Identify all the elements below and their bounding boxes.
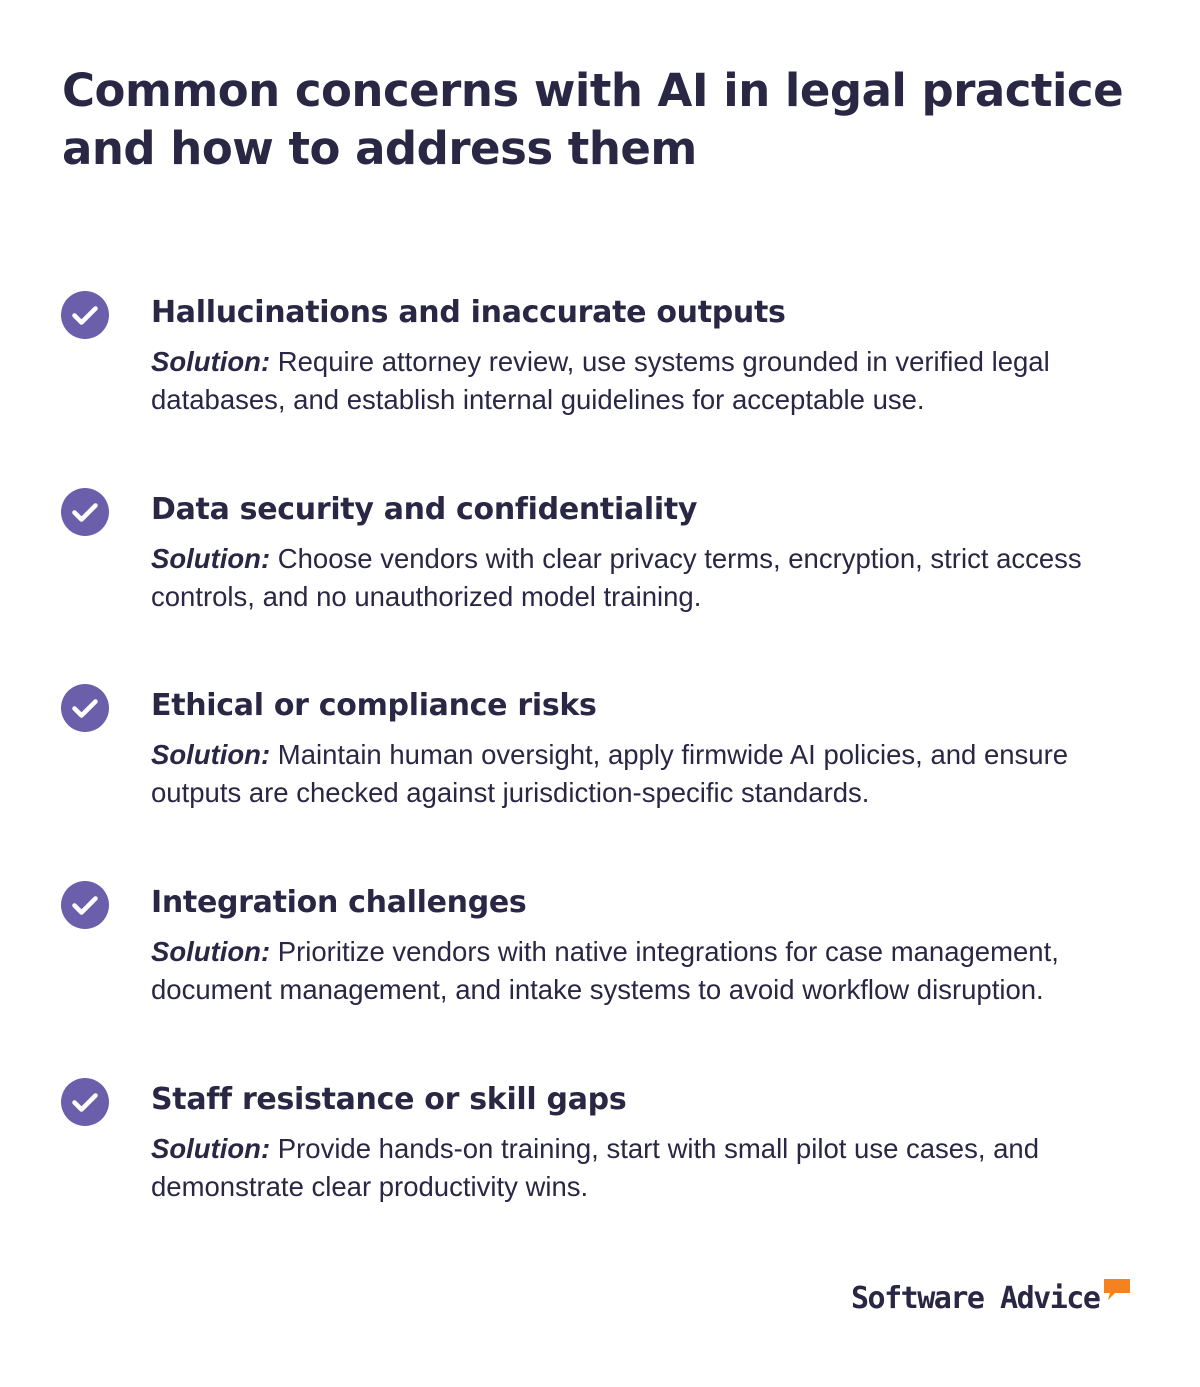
solution-label: Solution: (151, 1133, 271, 1164)
concern-heading: Integration challenges (151, 885, 527, 920)
concern-solution (151, 933, 1141, 1009)
solution-text: Require attorney review, use systems grounded in verified legal databases, and establish internal guidelines for acceptable use. (151, 346, 1050, 415)
concern-heading: Staff resistance or skill gaps (151, 1082, 627, 1117)
solution-text: Maintain human oversight, apply firmwide AI policies, and ensure outputs are checked against jurisdiction-specific standards. (151, 739, 1069, 808)
solution-label: Solution: (151, 543, 271, 574)
solution-text: Choose vendors with clear privacy terms, encryption, strict access controls, and no unauthorized model training. (151, 543, 1082, 612)
concern-heading: Ethical or compliance risks (151, 688, 597, 723)
concern-solution (151, 540, 1141, 616)
software-advice-logo (851, 1278, 1141, 1320)
brand-name: Software Advice (851, 1281, 1100, 1316)
solution-label: Solution: (151, 346, 271, 377)
check-circle-icon (61, 881, 109, 929)
page-title: Common concerns with AI in legal practice and how to address them (62, 64, 1124, 175)
concern-heading: Hallucinations and inaccurate outputs (151, 295, 786, 330)
check-circle-icon (61, 488, 109, 536)
concern-heading: Data security and confidentiality (151, 492, 698, 527)
solution-label: Solution: (151, 936, 271, 967)
concern-solution (151, 1130, 1141, 1206)
check-circle-icon (61, 684, 109, 732)
speech-bubble-icon (1103, 1278, 1131, 1302)
check-circle-icon (61, 291, 109, 339)
solution-text: Prioritize vendors with native integrations for case management, document management, and intake systems to avoid workflow disruption. (151, 936, 1059, 1005)
concern-solution (151, 343, 1141, 419)
concern-solution (151, 736, 1141, 812)
check-circle-icon (61, 1078, 109, 1126)
solution-label: Solution: (151, 739, 271, 770)
solution-text: Provide hands-on training, start with small pilot use cases, and demonstrate clear productivity wins. (151, 1133, 1039, 1202)
